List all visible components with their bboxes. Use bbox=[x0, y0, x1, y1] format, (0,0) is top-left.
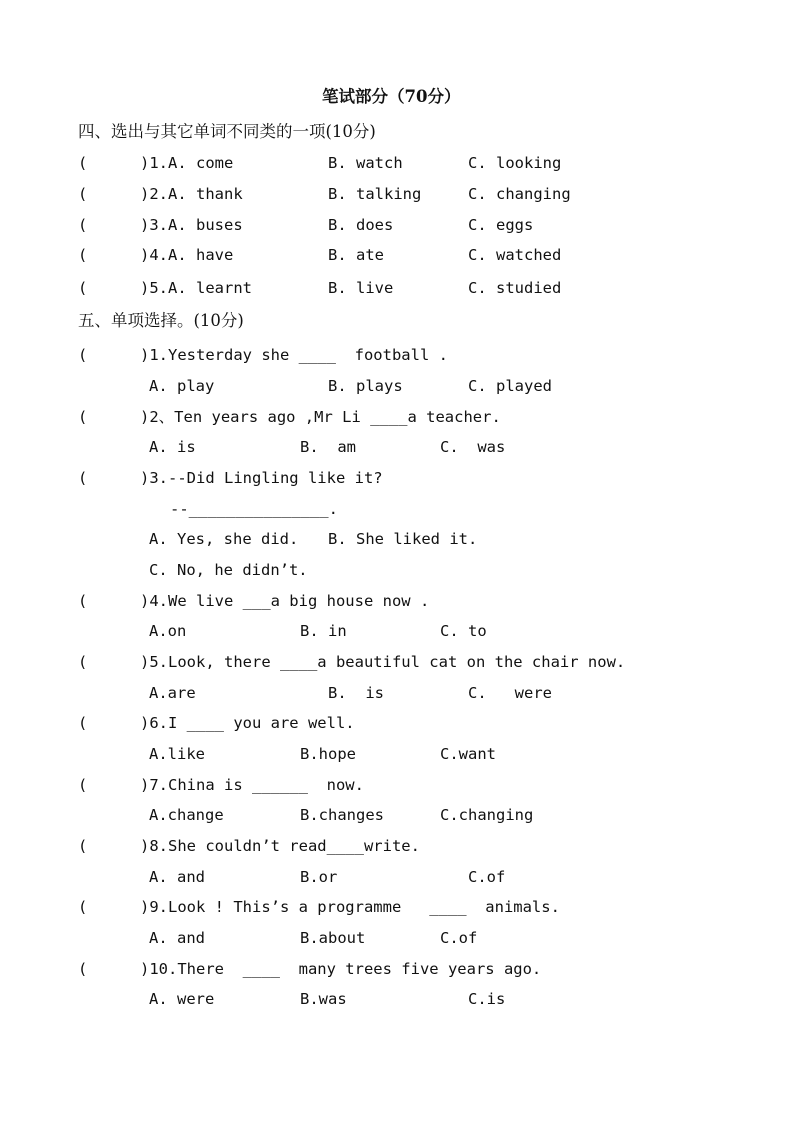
answer-paren: ( bbox=[78, 279, 88, 297]
answer-paren: ( bbox=[78, 592, 88, 610]
answer-paren: ( bbox=[78, 837, 88, 855]
question-7-stem: )7.China is ______ now. bbox=[140, 776, 364, 794]
option-b: B. does bbox=[328, 216, 394, 234]
question-6-stem: )6.I ____ you are well. bbox=[140, 714, 355, 732]
option-c: C. watched bbox=[468, 246, 562, 264]
question-9-option-c: C.of bbox=[440, 929, 478, 947]
answer-paren: ( bbox=[78, 714, 88, 732]
page-title: 笔试部分（70分） bbox=[322, 87, 461, 106]
question-9-stem: )9.Look ! This’s a programme ____ animals. bbox=[140, 898, 560, 916]
question-1-option-a: A. play bbox=[149, 377, 215, 395]
question-1-option-c: C. played bbox=[468, 377, 552, 395]
option-b: B. live bbox=[328, 279, 394, 297]
answer-paren: ( bbox=[78, 960, 88, 978]
question-4-option-a: A.on bbox=[149, 622, 187, 640]
option-b: B. talking bbox=[328, 185, 422, 203]
option-c: C. eggs bbox=[468, 216, 534, 234]
question-10-option-a: A. were bbox=[149, 990, 215, 1008]
question-4-option-b: B. in bbox=[300, 622, 347, 640]
question-1-option-b: B. plays bbox=[328, 377, 403, 395]
question-1-stem: )1.Yesterday she ____ football . bbox=[140, 346, 448, 364]
question-stem: )3.A. buses bbox=[140, 216, 243, 234]
question-2-stem: )2、Ten years ago ,Mr Li ____a teacher. bbox=[140, 408, 501, 426]
question-9-option-a: A. and bbox=[149, 929, 205, 947]
question-6-option-a: A.like bbox=[149, 745, 205, 763]
option-c: C. looking bbox=[468, 154, 562, 172]
question-5-option-b: B. is bbox=[328, 684, 384, 702]
question-5-stem: )5.Look, there ____a beautiful cat on the chair now. bbox=[140, 653, 626, 671]
question-5-option-c: C. were bbox=[468, 684, 552, 702]
question-10-option-b: B.was bbox=[300, 990, 347, 1008]
question-3-answer-blank: --_______________. bbox=[170, 500, 338, 518]
section-5-heading: 五、单项选择。(10分) bbox=[78, 311, 244, 330]
question-7-option-b: B.changes bbox=[300, 806, 384, 824]
question-10-stem: )10.There ____ many trees five years ago. bbox=[140, 960, 542, 978]
answer-paren: ( bbox=[78, 154, 88, 172]
question-stem: )4.A. have bbox=[140, 246, 234, 264]
answer-paren: ( bbox=[78, 408, 88, 426]
answer-paren: ( bbox=[78, 346, 88, 364]
question-7-option-a: A.change bbox=[149, 806, 224, 824]
option-c: C. studied bbox=[468, 279, 562, 297]
answer-paren: ( bbox=[78, 653, 88, 671]
answer-paren: ( bbox=[78, 246, 88, 264]
question-4-stem: )4.We live ___a big house now . bbox=[140, 592, 430, 610]
question-9-option-b: B.about bbox=[300, 929, 366, 947]
question-4-option-c: C. to bbox=[440, 622, 487, 640]
answer-paren: ( bbox=[78, 185, 88, 203]
option-b: B. watch bbox=[328, 154, 403, 172]
option-b: B. ate bbox=[328, 246, 384, 264]
question-2-option-c: C. was bbox=[440, 438, 506, 456]
question-6-option-c: C.want bbox=[440, 745, 496, 763]
question-stem: )5.A. learnt bbox=[140, 279, 252, 297]
question-6-option-b: B.hope bbox=[300, 745, 356, 763]
question-3-option-a: A. Yes, she did. bbox=[149, 530, 299, 548]
question-8-option-b: B.or bbox=[300, 868, 338, 886]
question-5-option-a: A.are bbox=[149, 684, 196, 702]
section-4-heading: 四、选出与其它单词不同类的一项(10分) bbox=[78, 122, 376, 141]
question-3-option-c: C. No, he didn’t. bbox=[149, 561, 308, 579]
question-3-option-b: B. She liked it. bbox=[328, 530, 478, 548]
question-8-option-a: A. and bbox=[149, 868, 205, 886]
question-2-option-b: B. am bbox=[300, 438, 356, 456]
question-10-option-c: C.is bbox=[468, 990, 506, 1008]
question-8-option-c: C.of bbox=[468, 868, 506, 886]
question-3-stem: )3.--Did Lingling like it? bbox=[140, 469, 383, 487]
answer-paren: ( bbox=[78, 898, 88, 916]
option-c: C. changing bbox=[468, 185, 571, 203]
answer-paren: ( bbox=[78, 469, 88, 487]
question-7-option-c: C.changing bbox=[440, 806, 534, 824]
question-8-stem: )8.She couldn’t read____write. bbox=[140, 837, 420, 855]
answer-paren: ( bbox=[78, 776, 88, 794]
question-2-option-a: A. is bbox=[149, 438, 196, 456]
question-stem: )1.A. come bbox=[140, 154, 234, 172]
question-stem: )2.A. thank bbox=[140, 185, 243, 203]
answer-paren: ( bbox=[78, 216, 88, 234]
